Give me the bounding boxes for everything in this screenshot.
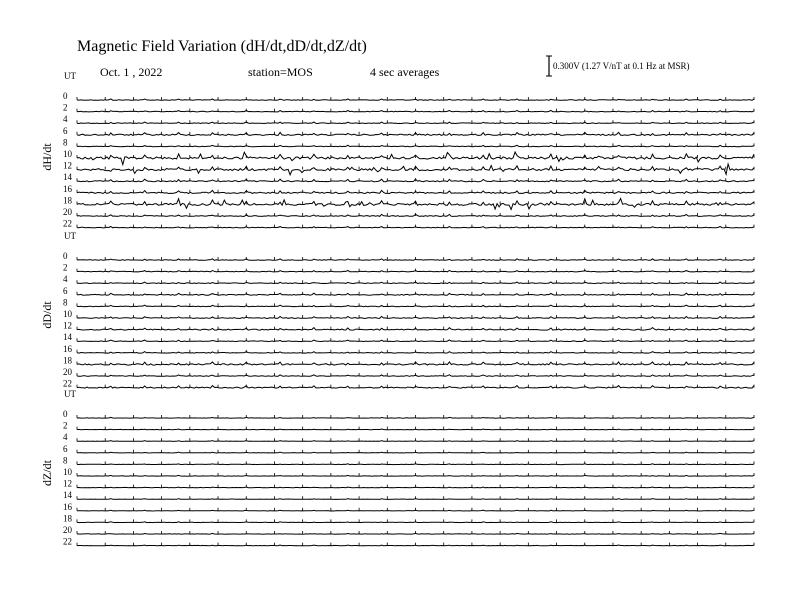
scale-note: (1.27 V/nT at 0.1 Hz at MSR) — [581, 61, 690, 71]
row-tick-label: 6 — [63, 125, 68, 136]
row-tick-label: 22 — [63, 378, 72, 389]
row-tick-label: 20 — [63, 367, 72, 377]
date-label: Oct. 1 , 2022 — [100, 65, 163, 79]
row-tick-label: 12 — [63, 478, 72, 489]
row-tick-label: 4 — [63, 274, 68, 285]
row-tick-label: 2 — [63, 262, 68, 273]
row-tick-label: 8 — [63, 297, 68, 308]
averaging-label: 4 sec averages — [370, 65, 440, 79]
row-tick-label: 14 — [63, 332, 72, 343]
row-tick-label: 22 — [63, 536, 72, 547]
ut-axis-label: UT — [64, 389, 76, 399]
row-tick-label: 18 — [63, 195, 72, 206]
row-tick-label: 0 — [63, 91, 68, 101]
panel-y-label: dZ/dt — [40, 460, 54, 486]
row-tick-label: 22 — [63, 218, 72, 229]
row-tick-label: 16 — [63, 183, 72, 194]
scale-value: 0.300V — [553, 61, 580, 71]
chart-title: Magnetic Field Variation (dH/dt,dD/dt,dZ/dt) — [77, 38, 367, 55]
panel-y-label: dD/dt — [40, 301, 54, 329]
row-tick-label: 0 — [63, 409, 68, 419]
row-tick-label: 4 — [63, 114, 68, 125]
row-tick-label: 12 — [63, 320, 72, 331]
ut-axis-label: UT — [64, 231, 76, 241]
row-tick-label: 10 — [63, 309, 72, 319]
panel-y-label: dH/dt — [40, 143, 54, 171]
row-tick-label: 14 — [63, 172, 72, 183]
trace-line — [77, 152, 754, 165]
row-tick-label: 16 — [63, 501, 72, 512]
row-tick-label: 20 — [63, 207, 72, 217]
station-label: station=MOS — [248, 65, 313, 79]
ut-axis-label: UT — [64, 71, 76, 81]
row-tick-label: 14 — [63, 490, 72, 501]
row-tick-label: 18 — [63, 355, 72, 366]
row-tick-label: 0 — [63, 251, 68, 261]
row-tick-label: 16 — [63, 343, 72, 354]
row-tick-label: 4 — [63, 432, 68, 443]
row-tick-label: 6 — [63, 285, 68, 296]
row-tick-label: 8 — [63, 455, 68, 466]
row-tick-label: 12 — [63, 160, 72, 171]
row-tick-label: 20 — [63, 525, 72, 535]
row-tick-label: 10 — [63, 467, 72, 477]
row-tick-label: 10 — [63, 149, 72, 159]
row-tick-label: 6 — [63, 443, 68, 454]
row-tick-label: 8 — [63, 137, 68, 148]
row-tick-label: 18 — [63, 513, 72, 524]
row-tick-label: 2 — [63, 420, 68, 431]
row-tick-label: 2 — [63, 102, 68, 113]
